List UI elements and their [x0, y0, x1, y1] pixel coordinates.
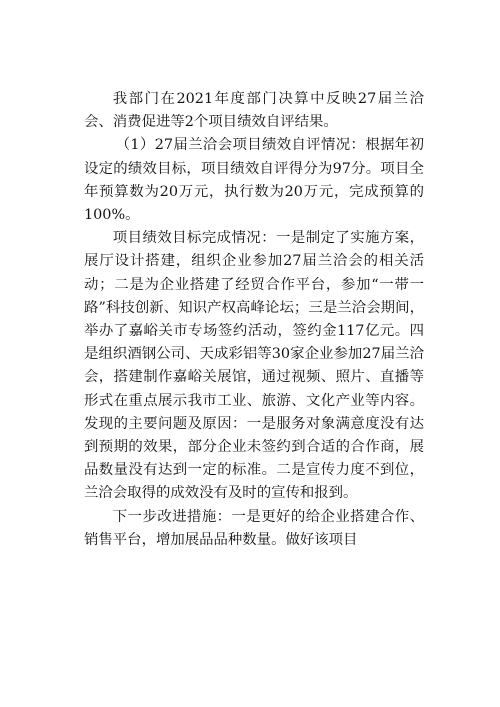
paragraph-intro: 我部门在2021年度部门决算中反映27届兰洽会、消费促进等2个项目绩效自评结果。: [84, 91, 424, 131]
paragraph-goal-completion: 项目绩效目标完成情况：一是制定了实施方案，展厅设计搭建，组织企业参加27届兰洽会的相关活动；二是为企业搭建了经贸合作平台，参加“一带一路”科技创新、知识产权高峰论坛；三是兰洽会期间，举办了嘉峪关市专场签约活动，签约金117亿元。四是组织酒钢公司、天成彩铝等30家企业参加27届兰洽会，搭建制作嘉峪关展馆，通过视频、照片、直播等形式在重点展示我市工业、旅游、文化产业等内容。发现的主要问题及原因：一是服务对象满意度没有达到预期的效果，部分企业未签约到合适的合作商，展品数量没有达到一定的标准。二是宣传力度不到位，兰洽会取得的成效没有及时的宣传和报到。: [84, 230, 424, 502]
paragraph-improvement-measures: 下一步改进措施：一是更好的给企业搭建合作、销售平台，增加展品品种数量。做好该项目: [84, 508, 424, 548]
document-body: [84, 88, 424, 552]
paragraph-self-evaluation: （1）27届兰洽会项目绩效自评情况：根据年初设定的绩效目标，项目绩效自评得分为97分。项目全年预算数为20万元，执行数为20万元，完成预算的100%。: [84, 137, 424, 224]
